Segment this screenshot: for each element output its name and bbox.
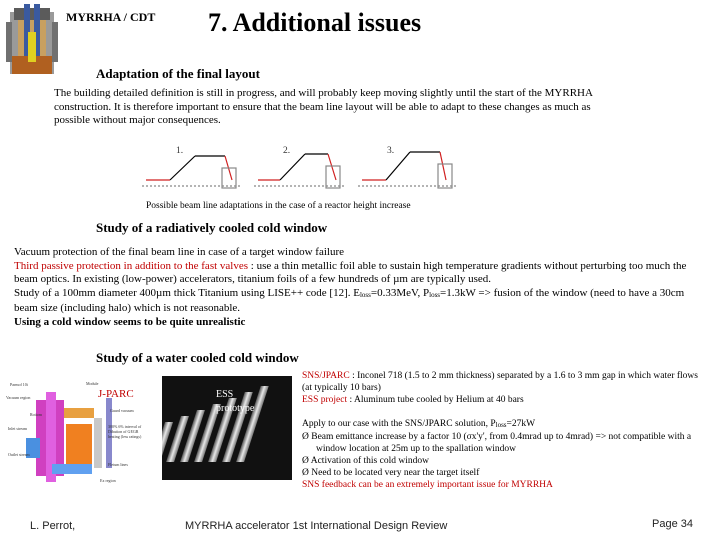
sns-feedback-note: SNS feedback can be an extremely important issue for MYRRHA <box>302 480 553 490</box>
ess-label-1: ESS <box>216 389 234 400</box>
beamline-diagrams <box>140 140 460 196</box>
jparc-label: J-PARC <box>98 388 134 400</box>
diagram-2 <box>254 154 344 188</box>
bullet-2-text: Activation of this cold window <box>310 456 429 466</box>
section3-right-text <box>302 370 710 491</box>
line3-a: Study of a 100mm diameter 400µm thick Titanium using LISE++ code [12]. E <box>14 286 360 299</box>
sns-jparc-red: SNS/JPARC <box>302 371 350 381</box>
sns-jparc-desc <box>302 370 710 394</box>
jparc-fig-label-0: Parmof 10i <box>10 382 28 387</box>
line3-sub1: loss <box>359 290 371 299</box>
myrrha-logo <box>4 2 60 78</box>
section2-line3 <box>14 287 710 316</box>
ess-label <box>216 388 254 416</box>
diagram-caption: Possible beam line adaptations in the case of a reactor height increase <box>146 201 411 211</box>
section1-heading: Adaptation of the final layout <box>96 66 260 81</box>
bullet-marker-icon: Ø <box>302 468 309 478</box>
jparc-fig-label-7: Fletum lines <box>108 462 128 467</box>
bullet-marker-icon: Ø <box>302 432 309 442</box>
bullet-1 <box>302 431 710 455</box>
section2-line1: Vacuum protection of the final beam line in case of a target window failure <box>14 246 344 258</box>
bullet-3-text: Need to be located very near the target itself <box>311 468 480 478</box>
jparc-fig-label-4: Inlet stream <box>8 426 27 431</box>
jparc-fig-label-5: Outlet stream <box>8 452 30 457</box>
diagram-label-2: 2. <box>283 146 291 156</box>
bullet-2 <box>302 455 710 467</box>
page-title: 7. Additional issues <box>208 8 422 37</box>
apply-a: Apply to our case with the SNS/JPARC solution, P <box>302 419 496 429</box>
ess-project-desc <box>302 394 710 406</box>
section2-line2-rest: : use a thin metallic foil able to sustain high temperature gradients without perturbing too much the beam optics. In existing (low-power) accelerators, titanium foils of a few hundreds of µm are typically used. <box>14 259 687 285</box>
line3-c: =1.3kW => fusion of the window (need to have a 30cm beam size (including halo) which is not reasonable. <box>14 286 685 314</box>
section2-conclusion: Using a cold window seems to be quite unrealistic <box>14 315 246 328</box>
line3-sub2: loss <box>429 290 441 299</box>
bullet-3 <box>302 467 710 479</box>
jparc-fig-label-8: 300% 6% interval of Dibution of GEGR heating (less ratings) <box>108 424 142 439</box>
jparc-fig-label-6: Rottom <box>30 412 43 417</box>
ess-label-2: prototype <box>216 403 255 414</box>
footer-author: L. Perrot, <box>30 520 76 532</box>
section2-line2 <box>14 260 710 287</box>
apply-line <box>302 418 710 431</box>
fast-valves-note: Third passive protection in addition to the fast valves <box>14 259 249 272</box>
page-number: Page 34 <box>652 518 693 530</box>
ess-project-red: ESS project <box>302 395 348 405</box>
sns-jparc-rest: : Inconel 718 (1.5 to 2 mm thickness) separated by a 1.6 to 3 mm gap in which water flows (at typically 10 bars) <box>302 371 698 393</box>
diagram-label-1: 1. <box>176 146 184 156</box>
diagram-3 <box>358 152 458 188</box>
diagram-1 <box>142 156 240 188</box>
jparc-fig-label-1: Vacuum region <box>6 395 31 400</box>
apply-sub: loss <box>495 421 507 429</box>
section2-body <box>14 246 710 329</box>
bullet-1-text: Beam emittance increase by a factor 10 (σx'y', from 0.4mrad up to 4mrad) => not compatible with a window location at 25m up to the spallation window <box>311 432 692 454</box>
jparc-fig-label-9: Ex region <box>100 478 116 483</box>
apply-b: =27kW <box>506 419 536 429</box>
section1-paragraph: The building detailed definition is still in progress, and will probably keep moving slightly until the start of the MYRRHA construction. It is therefore important to ensure that the beam line layout will be able to adapt to these changes as much as possible without major consequences. <box>54 87 593 126</box>
jparc-fig-label-3: Guard vacuum <box>110 408 134 413</box>
bullet-marker-icon: Ø <box>302 456 309 466</box>
section2-heading: Study of a radiatively cooled cold window <box>96 220 328 235</box>
footer-event: MYRRHA accelerator 1st International Design Review <box>185 520 448 532</box>
line3-b: =0.33MeV, P <box>370 286 430 299</box>
diagram-label-3: 3. <box>387 146 395 156</box>
section3-heading: Study of a water cooled cold window <box>96 350 299 365</box>
org-label: MYRRHA / CDT <box>66 10 156 24</box>
jparc-fig-label-2: Module <box>86 381 99 386</box>
ess-project-rest: : Aluminum tube cooled by Helium at 40 bars <box>347 395 524 405</box>
